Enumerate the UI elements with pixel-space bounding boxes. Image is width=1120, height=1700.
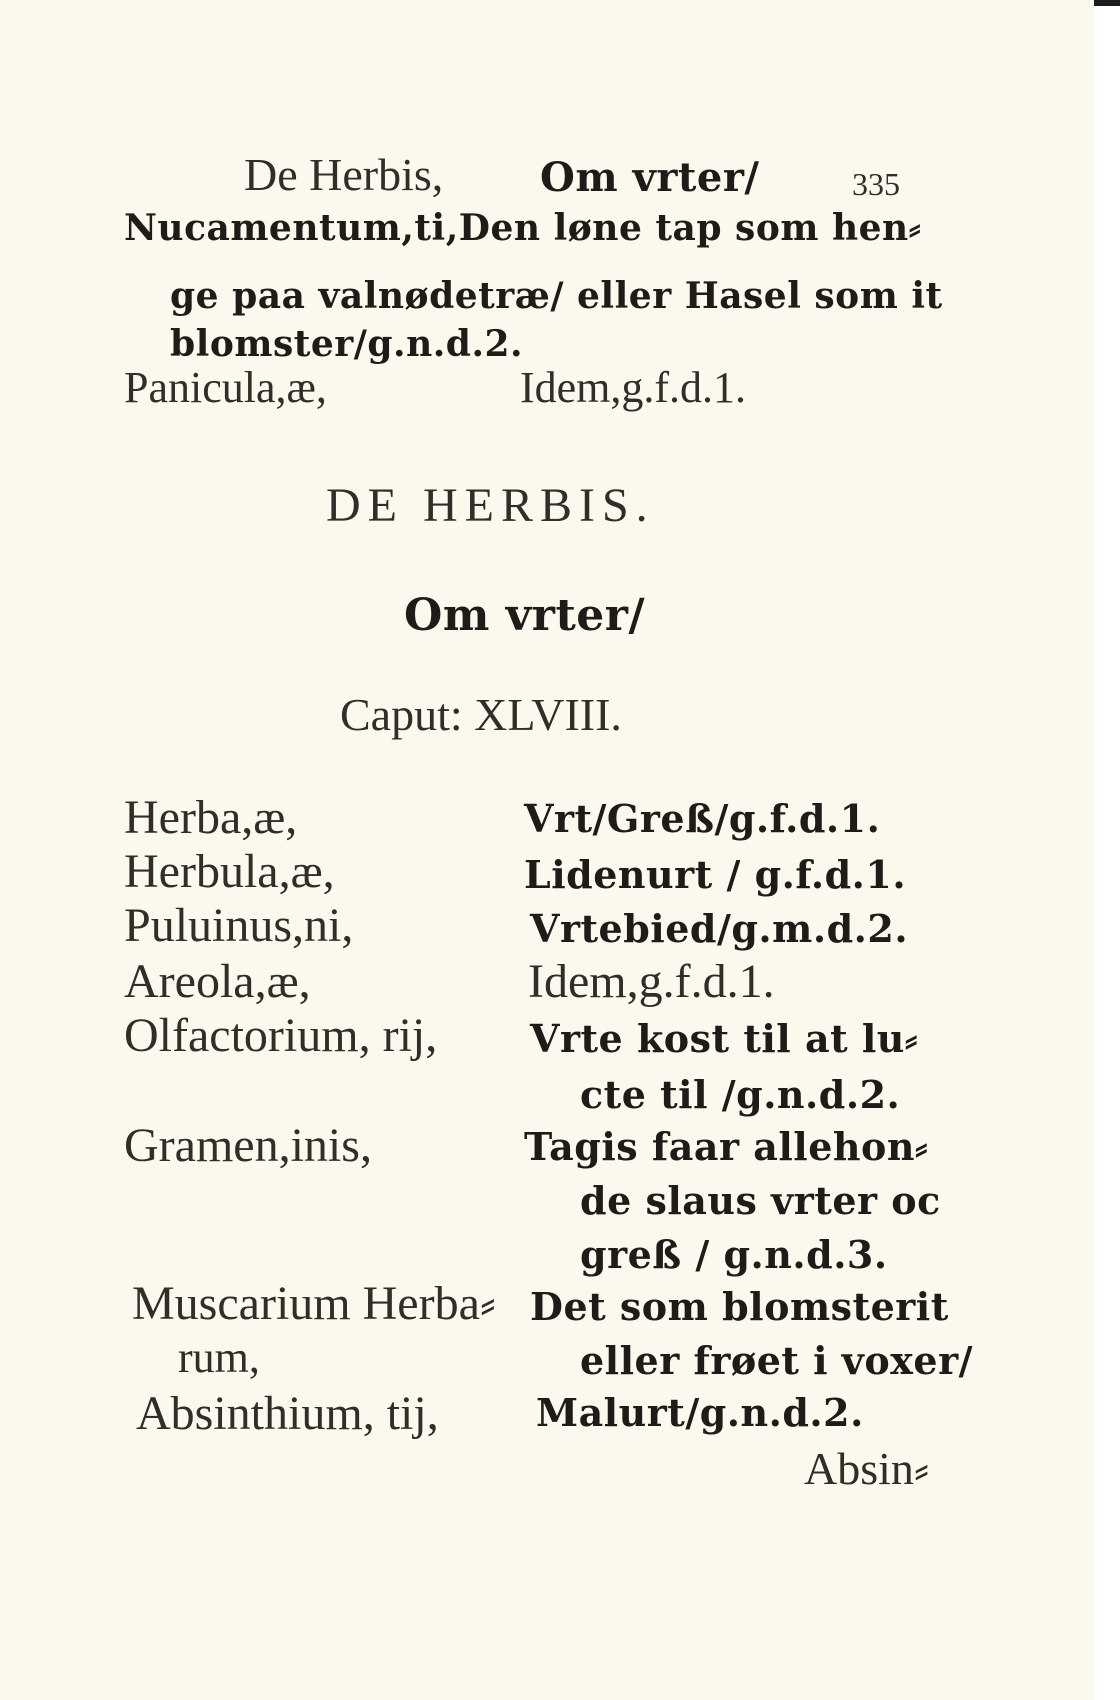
entry-panicula-latin: Panicula,æ, xyxy=(124,363,327,412)
page-number: 335 xyxy=(852,166,900,202)
chapter-subtitle: Om vrter/ xyxy=(404,590,646,641)
entry-muscarium-latin-line-2: rum, xyxy=(178,1333,260,1382)
entry-puluinus-latin: Puluinus,ni, xyxy=(124,899,354,952)
running-title-danish: Om vrter/ xyxy=(540,154,760,201)
entry-muscarium-danish-line-2: eller frøet i voxer/ xyxy=(580,1338,973,1383)
entry-olfactorium-danish-line-1: Vrte kost til at lu⸗ xyxy=(530,1016,919,1061)
scan-margin xyxy=(1094,0,1120,1700)
catchword: Absin⸗ xyxy=(804,1443,930,1494)
chapter-caput: Caput: XLVIII. xyxy=(340,689,622,740)
scan-corner-mark xyxy=(1094,0,1120,6)
entry-olfactorium-danish-line-2: cte til /g.n.d.2. xyxy=(580,1072,901,1117)
entry-muscarium-danish-line-1: Det som blomsterit xyxy=(530,1284,949,1329)
entry-nucamentum-line-3: blomster/g.n.d.2. xyxy=(170,323,524,365)
entry-gramen-danish-line-2: de slaus vrter oc xyxy=(580,1178,941,1223)
entry-puluinus-danish: Vrtebied/g.m.d.2. xyxy=(530,906,909,951)
entry-gramen-danish-line-3: greß / g.n.d.3. xyxy=(580,1232,888,1277)
entry-nucamentum-line-1: Nucamentum,ti,Den løne tap som hen⸗ xyxy=(124,207,922,249)
entry-absinthium-latin: Absinthium, tij, xyxy=(136,1387,439,1440)
entry-muscarium-latin-line-1: Muscarium Herba⸗ xyxy=(132,1277,496,1330)
entry-herba-latin: Herba,æ, xyxy=(124,791,298,844)
entry-herba-danish: Vrt/Greß/g.f.d.1. xyxy=(524,796,881,841)
running-title-latin: De Herbis, xyxy=(244,149,444,200)
entry-areola-latin: Areola,æ, xyxy=(124,955,311,1008)
entry-absinthium-danish: Malurt/g.n.d.2. xyxy=(536,1390,864,1435)
entry-areola-danish: Idem,g.f.d.1. xyxy=(528,955,775,1008)
chapter-title: DE HERBIS. xyxy=(326,479,655,532)
entry-panicula-danish: Idem,g.f.d.1. xyxy=(520,363,747,412)
entry-gramen-danish-line-1: Tagis faar allehon⸗ xyxy=(524,1124,929,1169)
entry-gramen-latin: Gramen,inis, xyxy=(124,1119,372,1172)
entry-herbula-danish: Lidenurt / g.f.d.1. xyxy=(524,852,907,897)
entry-nucamentum-line-2: ge paa valnødetræ/ eller Hasel som it xyxy=(170,275,943,317)
entry-olfactorium-latin: Olfactorium, rij, xyxy=(124,1009,438,1062)
entry-herbula-latin: Herbula,æ, xyxy=(124,845,335,898)
